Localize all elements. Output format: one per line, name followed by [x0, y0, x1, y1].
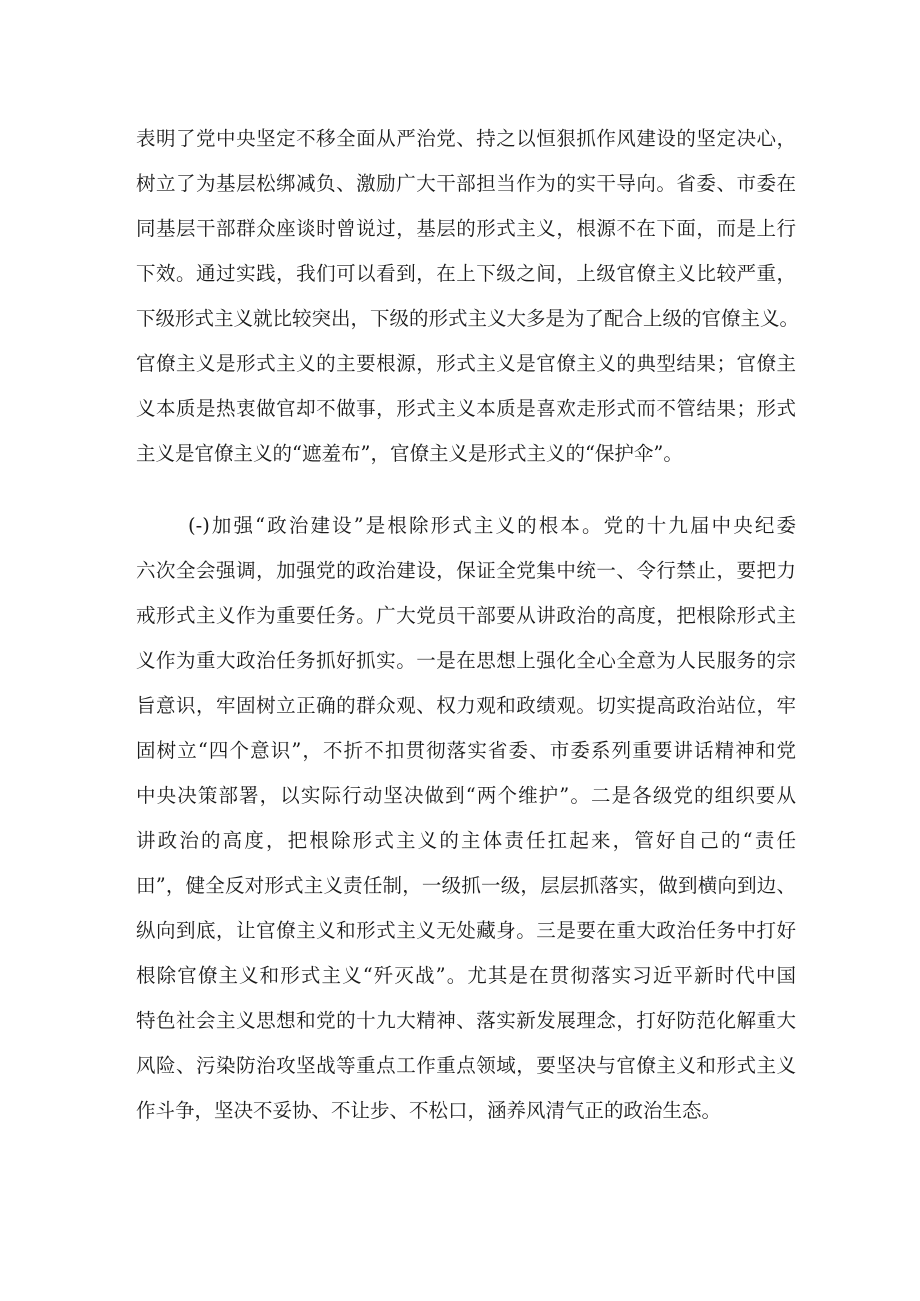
paragraph-line: 讲政治的高度，把根除形式主义的主体责任扛起来，管好自己的“责任 — [136, 829, 796, 852]
paragraph-line: 特色社会主义思想和党的十九大精神、落实新发展理念，打好防范化解重大 — [136, 1009, 796, 1032]
paragraph-line: 下级形式主义就比较突出，下级的形式主义大多是为了配合上级的官僚主义。 — [136, 307, 800, 330]
paragraph-line: 义本质是热衷做官却不做事，形式主义本质是喜欢走形式而不管结果；形式 — [136, 397, 796, 420]
paragraph-line: 作斗争，坚决不妥协、不让步、不松口，涵养风清气正的政治生态。 — [136, 1099, 722, 1122]
paragraph-line: 戒形式主义作为重要任务。广大党员干部要从讲政治的高度，把根除形式主 — [136, 604, 796, 627]
paragraph-line: 风险、污染防治攻坚战等重点工作重点领域，要坚决与官僚主义和形式主义 — [136, 1054, 796, 1077]
paragraph-2 — [136, 503, 796, 1133]
paragraph-line: 表明了党中央坚定不移全面从严治党、持之以恒狠抓作风建设的坚定决心， — [136, 127, 796, 150]
paragraph-line: 旨意识，牢固树立正确的群众观、权力观和政绩观。切实提高政治站位，牢 — [136, 694, 796, 717]
paragraph-line: 同基层干部群众座谈时曾说过，基层的形式主义，根源不在下面，而是上行 — [136, 217, 796, 240]
paragraph-line: (-)加强“政治建设”是根除形式主义的根本。党的十九届中央纪委 — [188, 514, 796, 537]
paragraph-1 — [136, 116, 800, 476]
paragraph-line: 主义是官僚主义的“遮羞布”，官僚主义是形式主义的“保护伞”。 — [136, 442, 683, 465]
paragraph-line: 树立了为基层松绑减负、激励广大干部担当作为的实干导向。省委、市委在 — [136, 172, 796, 195]
paragraph-line: 六次全会强调，加强党的政治建设，保证全党集中统一、令行禁止，要把力 — [136, 559, 796, 582]
paragraph-line: 下效。通过实践，我们可以看到，在上下级之间，上级官僚主义比较严重， — [136, 262, 796, 285]
paragraph-line: 根除官僚主义和形式主义“歼灭战”。尤其是在贯彻落实习近平新时代中国 — [136, 964, 796, 987]
paragraph-line: 固树立“四个意识”，不折不扣贯彻落实省委、市委系列重要讲话精神和党 — [136, 739, 796, 762]
paragraph-line: 田”，健全反对形式主义责任制，一级抓一级，层层抓落实，做到横向到边、 — [136, 874, 796, 897]
paragraph-line: 义作为重大政治任务抓好抓实。一是在思想上强化全心全意为人民服务的宗 — [136, 649, 796, 672]
paragraph-line: 官僚主义是形式主义的主要根源，形式主义是官僚主义的典型结果；官僚主 — [136, 352, 796, 375]
paragraph-line: 纵向到底，让官僚主义和形式主义无处藏身。三是要在重大政治任务中打好 — [136, 919, 796, 942]
paragraph-line: 中央决策部署，以实际行动坚决做到“两个维护”。二是各级党的组织要从 — [136, 784, 796, 807]
